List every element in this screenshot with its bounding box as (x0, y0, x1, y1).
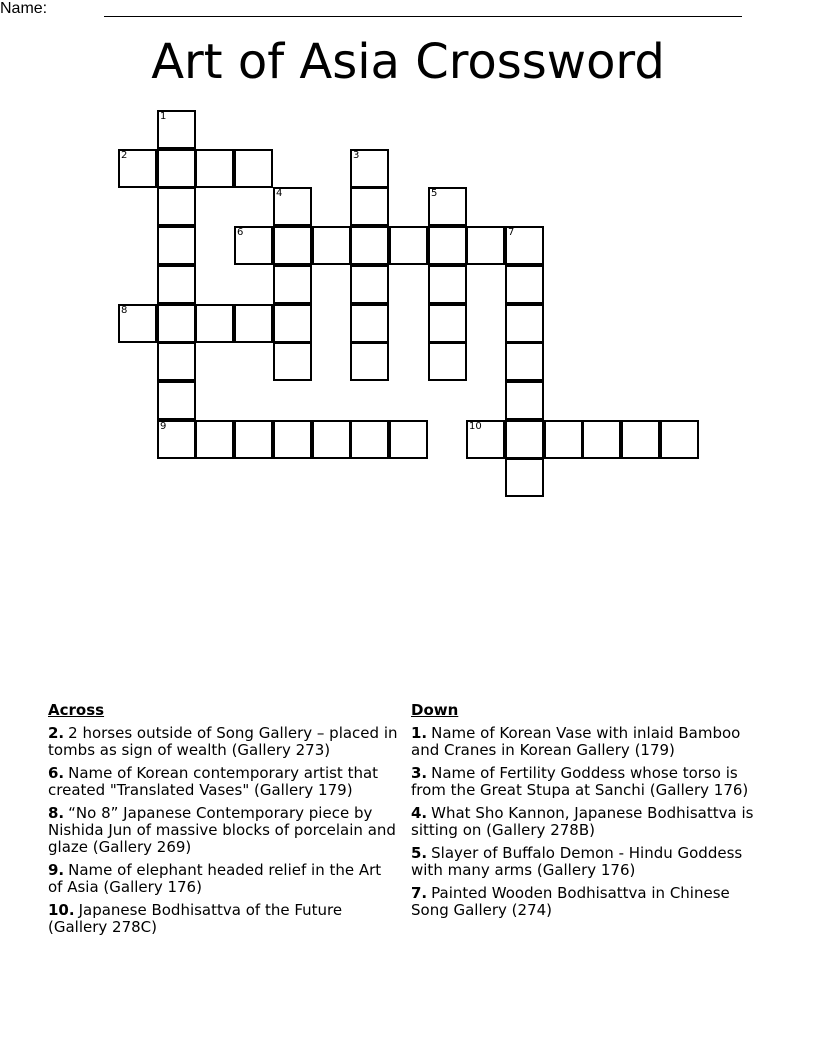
clue-across-2 (48, 725, 398, 759)
grid-cell[interactable] (157, 187, 196, 226)
clue-text: Name of elephant headed relief in the Art of Asia (Gallery 176) (48, 861, 382, 896)
clue-down-1 (411, 725, 771, 759)
grid-cell[interactable] (428, 304, 467, 343)
grid-cell[interactable] (389, 420, 428, 459)
grid-cell[interactable] (505, 304, 544, 343)
grid-cell[interactable] (157, 149, 196, 188)
clue-number-label: 7 (508, 227, 515, 238)
clue-number: 10. (48, 901, 75, 919)
grid-cell[interactable] (273, 304, 312, 343)
grid-cell[interactable] (273, 187, 312, 226)
grid-cell[interactable] (195, 304, 234, 343)
grid-cell[interactable] (466, 226, 505, 265)
clue-down-7 (411, 885, 771, 919)
grid-cell[interactable] (582, 420, 621, 459)
clue-number: 5. (411, 844, 428, 862)
grid-cell[interactable] (312, 420, 351, 459)
grid-cell[interactable] (234, 304, 273, 343)
grid-cell[interactable] (350, 187, 389, 226)
grid-cell[interactable] (195, 149, 234, 188)
grid-cell[interactable] (157, 420, 196, 459)
clue-number: 3. (411, 764, 428, 782)
grid-cell[interactable] (234, 226, 273, 265)
across-heading: Across (48, 701, 105, 719)
clue-across-6 (48, 765, 398, 799)
clue-text: What Sho Kannon, Japanese Bodhisattva is sitting on (Gallery 278B) (411, 804, 754, 839)
clue-number-label: 10 (469, 421, 482, 432)
grid-cell[interactable] (621, 420, 660, 459)
clue-across-8 (48, 805, 398, 856)
grid-cell[interactable] (544, 420, 583, 459)
grid-cell[interactable] (234, 420, 273, 459)
clue-down-3 (411, 765, 771, 799)
clue-across-9 (48, 862, 398, 896)
down-clues (411, 702, 771, 925)
grid-cell[interactable] (273, 265, 312, 304)
grid-cell[interactable] (273, 226, 312, 265)
clue-number-label: 8 (121, 305, 128, 316)
down-heading: Down (411, 701, 459, 719)
clue-text: Japanese Bodhisattva of the Future (Gallery 278C) (48, 901, 343, 936)
grid-cell[interactable] (350, 342, 389, 381)
grid-cell[interactable] (428, 342, 467, 381)
grid-cell[interactable] (157, 381, 196, 420)
clue-number-label: 2 (121, 150, 128, 161)
clue-across-10 (48, 902, 398, 936)
grid-cell[interactable] (505, 342, 544, 381)
clue-number-label: 5 (431, 188, 438, 199)
grid-cell[interactable] (157, 226, 196, 265)
clue-text: Name of Korean contemporary artist that created "Translated Vases" (Gallery 179) (48, 764, 379, 799)
clue-text: “No 8” Japanese Contemporary piece by Nishida Jun of massive blocks of porcelain and glaze (Gallery 269) (48, 804, 396, 856)
clue-number-label: 1 (160, 111, 167, 122)
clue-number: 1. (411, 724, 428, 742)
clue-number: 8. (48, 804, 65, 822)
clue-number-label: 9 (160, 421, 167, 432)
grid-cell[interactable] (273, 342, 312, 381)
grid-cell[interactable] (157, 342, 196, 381)
grid-cell[interactable] (350, 226, 389, 265)
grid-cell[interactable] (350, 149, 389, 188)
grid-cell[interactable] (505, 265, 544, 304)
grid-cell[interactable] (118, 304, 157, 343)
grid-cell[interactable] (505, 420, 544, 459)
grid-cell[interactable] (428, 265, 467, 304)
grid-cell[interactable] (118, 149, 157, 188)
clue-number-label: 3 (353, 150, 360, 161)
grid-cell[interactable] (273, 420, 312, 459)
grid-cell[interactable] (350, 265, 389, 304)
grid-cell[interactable] (660, 420, 699, 459)
clue-text: Name of Fertility Goddess whose torso is from the Great Stupa at Sanchi (Gallery 176) (411, 764, 749, 799)
grid-cell[interactable] (389, 226, 428, 265)
grid-cell[interactable] (505, 458, 544, 497)
across-clues (48, 702, 398, 942)
clue-text: Name of Korean Vase with inlaid Bamboo and Cranes in Korean Gallery (179) (411, 724, 741, 759)
grid-cell[interactable] (312, 226, 351, 265)
clue-text: Slayer of Buffalo Demon - Hindu Goddess with many arms (Gallery 176) (411, 844, 743, 879)
grid-cell[interactable] (195, 420, 234, 459)
grid-cell[interactable] (505, 226, 544, 265)
grid-cell[interactable] (428, 226, 467, 265)
grid-cell[interactable] (157, 265, 196, 304)
clue-number: 6. (48, 764, 65, 782)
grid-cell[interactable] (428, 187, 467, 226)
clue-down-5 (411, 845, 771, 879)
grid-cell[interactable] (350, 420, 389, 459)
grid-cell[interactable] (350, 304, 389, 343)
page-title: Art of Asia Crossword (151, 34, 665, 90)
crossword-grid (0, 0, 816, 520)
clue-number-label: 6 (237, 227, 244, 238)
name-label: Name: (0, 0, 48, 17)
clue-number: 9. (48, 861, 65, 879)
clue-down-4 (411, 805, 771, 839)
grid-cell[interactable] (157, 304, 196, 343)
grid-cell[interactable] (466, 420, 505, 459)
grid-cell[interactable] (505, 381, 544, 420)
clue-number: 2. (48, 724, 65, 742)
clue-number: 7. (411, 884, 428, 902)
grid-cell[interactable] (157, 110, 196, 149)
grid-cell[interactable] (234, 149, 273, 188)
clue-number: 4. (411, 804, 428, 822)
clue-text: 2 horses outside of Song Gallery – placed in tombs as sign of wealth (Gallery 273) (48, 724, 398, 759)
clue-number-label: 4 (276, 188, 283, 199)
clue-text: Painted Wooden Bodhisattva in Chinese Song Gallery (274) (411, 884, 730, 919)
